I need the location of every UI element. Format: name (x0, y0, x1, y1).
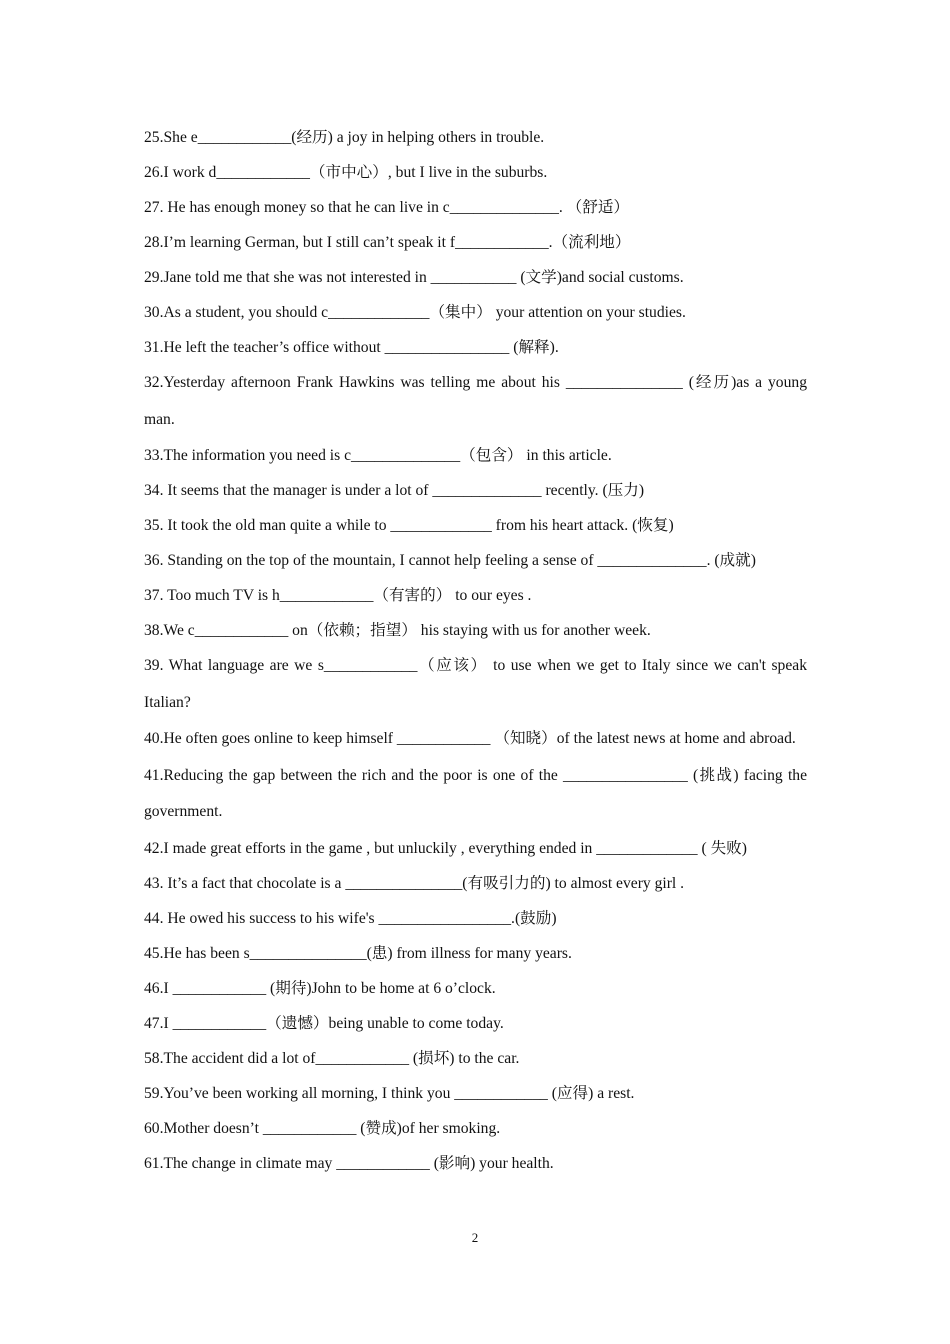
exercise-item: 58.The accident did a lot of____________ (损坏) to the car. (144, 1049, 520, 1067)
exercise-item: 29.Jane told me that she was not interested in ___________ (文学)and social customs. (144, 269, 684, 286)
exercise-item: 27. He has enough money so that he can live in c______________. （舒适） (144, 199, 630, 216)
exercise-item: 39. What language are we s____________（应该） to use when we get to Italy since we can't speak Italian? (144, 657, 807, 711)
exercise-item: 36. Standing on the top of the mountain, I cannot help feeling a sense of ______________. (成就) (144, 552, 756, 569)
exercise-item: 30.As a student, you should c_____________（集中） your attention on your studies. (144, 304, 686, 321)
exercise-item: 59.You’ve been working all morning, I think you ____________ (应得) a rest. (144, 1084, 635, 1102)
exercise-item: 25.She e____________(经历) a joy in helping others in trouble. (144, 129, 545, 146)
page-number: 2 (471, 1230, 479, 1245)
exercise-item: 45.He has been s_______________(患) from illness for many years. (144, 944, 572, 962)
exercise-item: 47.I ____________（遗憾）being unable to come today. (144, 1014, 504, 1032)
exercise-item: 44. He owed his success to his wife's _________________.(鼓励) (144, 909, 557, 927)
exercise-item: 60.Mother doesn’t ____________ (赞成)of her smoking. (144, 1119, 501, 1137)
exercise-item: 43. It’s a fact that chocolate is a _______________(有吸引力的) to almost every girl . (144, 874, 685, 892)
exercise-item: 28.I’m learning German, but I still can’t speak it f____________.（流利地） (144, 234, 631, 251)
exercise-item: 26.I work d____________（市中心）, but I live in the suburbs. (144, 164, 548, 181)
exercise-item: 42.I made great efforts in the game , but unluckily , everything ended in _____________ ( 失败) (144, 839, 747, 857)
exercise-item: 61.The change in climate may ____________ (影响) your health. (144, 1154, 554, 1172)
exercise-item: 33.The information you need is c______________（包含） in this article. (144, 447, 612, 464)
exercise-item: 40.He often goes online to keep himself ____________ （知晓）of the latest news at home and abroad. (144, 730, 796, 747)
exercise-item: 38.We c____________ on（依赖；指望） his staying with us for another week. (144, 622, 651, 639)
exercise-item: 41.Reducing the gap between the rich and the poor is one of the ________________ (挑战) facing the government. (144, 766, 807, 820)
exercise-item: 34. It seems that the manager is under a lot of ______________ recently. (压力) (144, 482, 645, 499)
exercise-item: 37. Too much TV is h____________（有害的） to our eyes . (144, 587, 532, 604)
exercise-item: 32.Yesterday afternoon Frank Hawkins was telling me about his _______________ (经历)as a young man. (144, 374, 807, 428)
exercise-item: 31.He left the teacher’s office without ________________ (解释). (144, 339, 559, 356)
exercise-item: 35. It took the old man quite a while to _____________ from his heart attack. (恢复) (144, 517, 674, 534)
exercise-item: 46.I ____________ (期待)John to be home at 6 o’clock. (144, 979, 496, 997)
exercise-list (144, 120, 807, 1181)
